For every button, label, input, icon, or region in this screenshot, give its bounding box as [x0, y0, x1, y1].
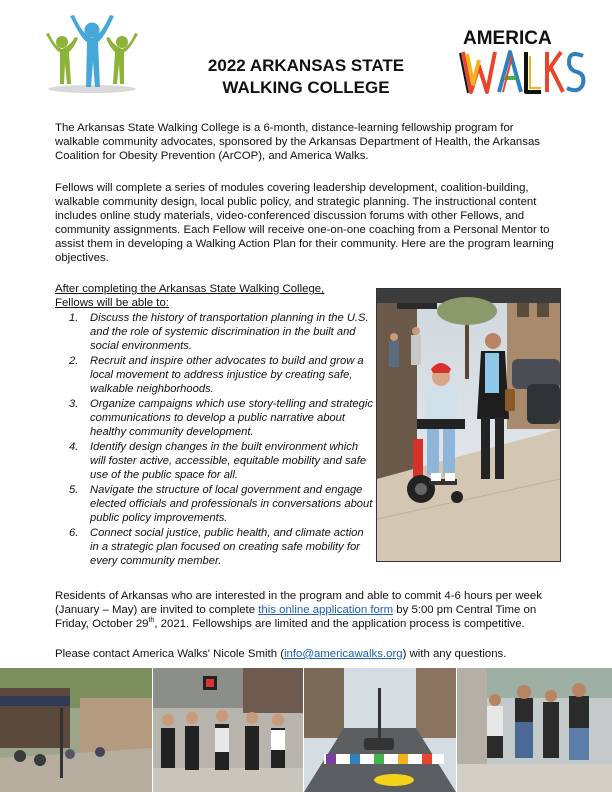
contact-email-link[interactable]: info@americawalks.org [284, 648, 403, 660]
title-line-1: 2022 ARKANSAS STATE [207, 56, 405, 75]
page-title [0, 55, 612, 99]
bottom-photo-strip [0, 668, 612, 792]
intro-paragraph-1: The Arkansas State Walking College is a 6-month, distance-learning fellowship program for walkable community advocates, sponsored by the Arkansas Department of Health, the Arkansas Coalition for Obesity Prevention (ArCOP), and America Walks. [55, 122, 540, 162]
intro-paragraph-2: Fellows will complete a series of modules covering leadership development, coalition-building, walkable community design, local public policy, and strategic planning. The instructional content includes online study materials, video-conferenced discussion forums with other Fellows, and community assignments. Each Fellow will receive one-on-one coaching from a Personal Mentor to assist them in developing a Walking Action Plan for their community. Here are the program learning objectives. [55, 182, 554, 264]
application-form-link[interactable]: this online application form [258, 603, 394, 616]
contact-paragraph: Please contact America Walks' Nicole Smith (info@americawalks.org) with any questions. [55, 648, 507, 660]
ordinal-suffix: th [148, 617, 155, 625]
objective-item: 2. Recruit and inspire other advocates to build and grow a local movement to address injustice by creating safe, walkable neighborhoods. [69, 355, 364, 395]
objectives-list [55, 311, 373, 569]
title-line-2: WALKING COLLEGE [222, 78, 390, 97]
logo-america-text: AMERICA [463, 28, 552, 49]
objective-item: 6. Connect social justice, public health, and climate action in a strategic plan focused on creating safe mobility for every community member. [69, 527, 364, 567]
application-paragraph: Residents of Arkansas who are interested in the program and able to commit 4-6 hours per week (January – May) are invited to complete this online application form by 5:00 pm Central Time on Friday, October 29th, 2021. Fellowships are limited and the application process is competitive. [55, 590, 542, 630]
objectives-heading: After completing the Arkansas State Walking College, Fellows will be able to: [55, 283, 325, 309]
objective-item: 5. Navigate the structure of local government and engage elected officials and professionals in conversations about public policy improvements. [69, 484, 373, 524]
photo-street-rainbow-crosswalk [304, 668, 456, 792]
photo-crosswalk-group [153, 668, 303, 792]
street-photo-wheelchair [376, 288, 561, 562]
objective-item: 3. Organize campaigns which use story-telling and strategic communications to develop a public narrative about healthy community development. [69, 398, 373, 438]
objective-item: 4. Identify design changes in the built environment which will foster active, accessible, equitable mobility and safe use of the public space for all. [69, 441, 367, 481]
objective-item: 1. Discuss the history of transportation planning in the U.S. and the role of systemic discrimination in the built and social environments. [69, 312, 369, 352]
photo-outdoor-cafe [0, 668, 152, 792]
photo-sidewalk-walkers [457, 668, 612, 792]
